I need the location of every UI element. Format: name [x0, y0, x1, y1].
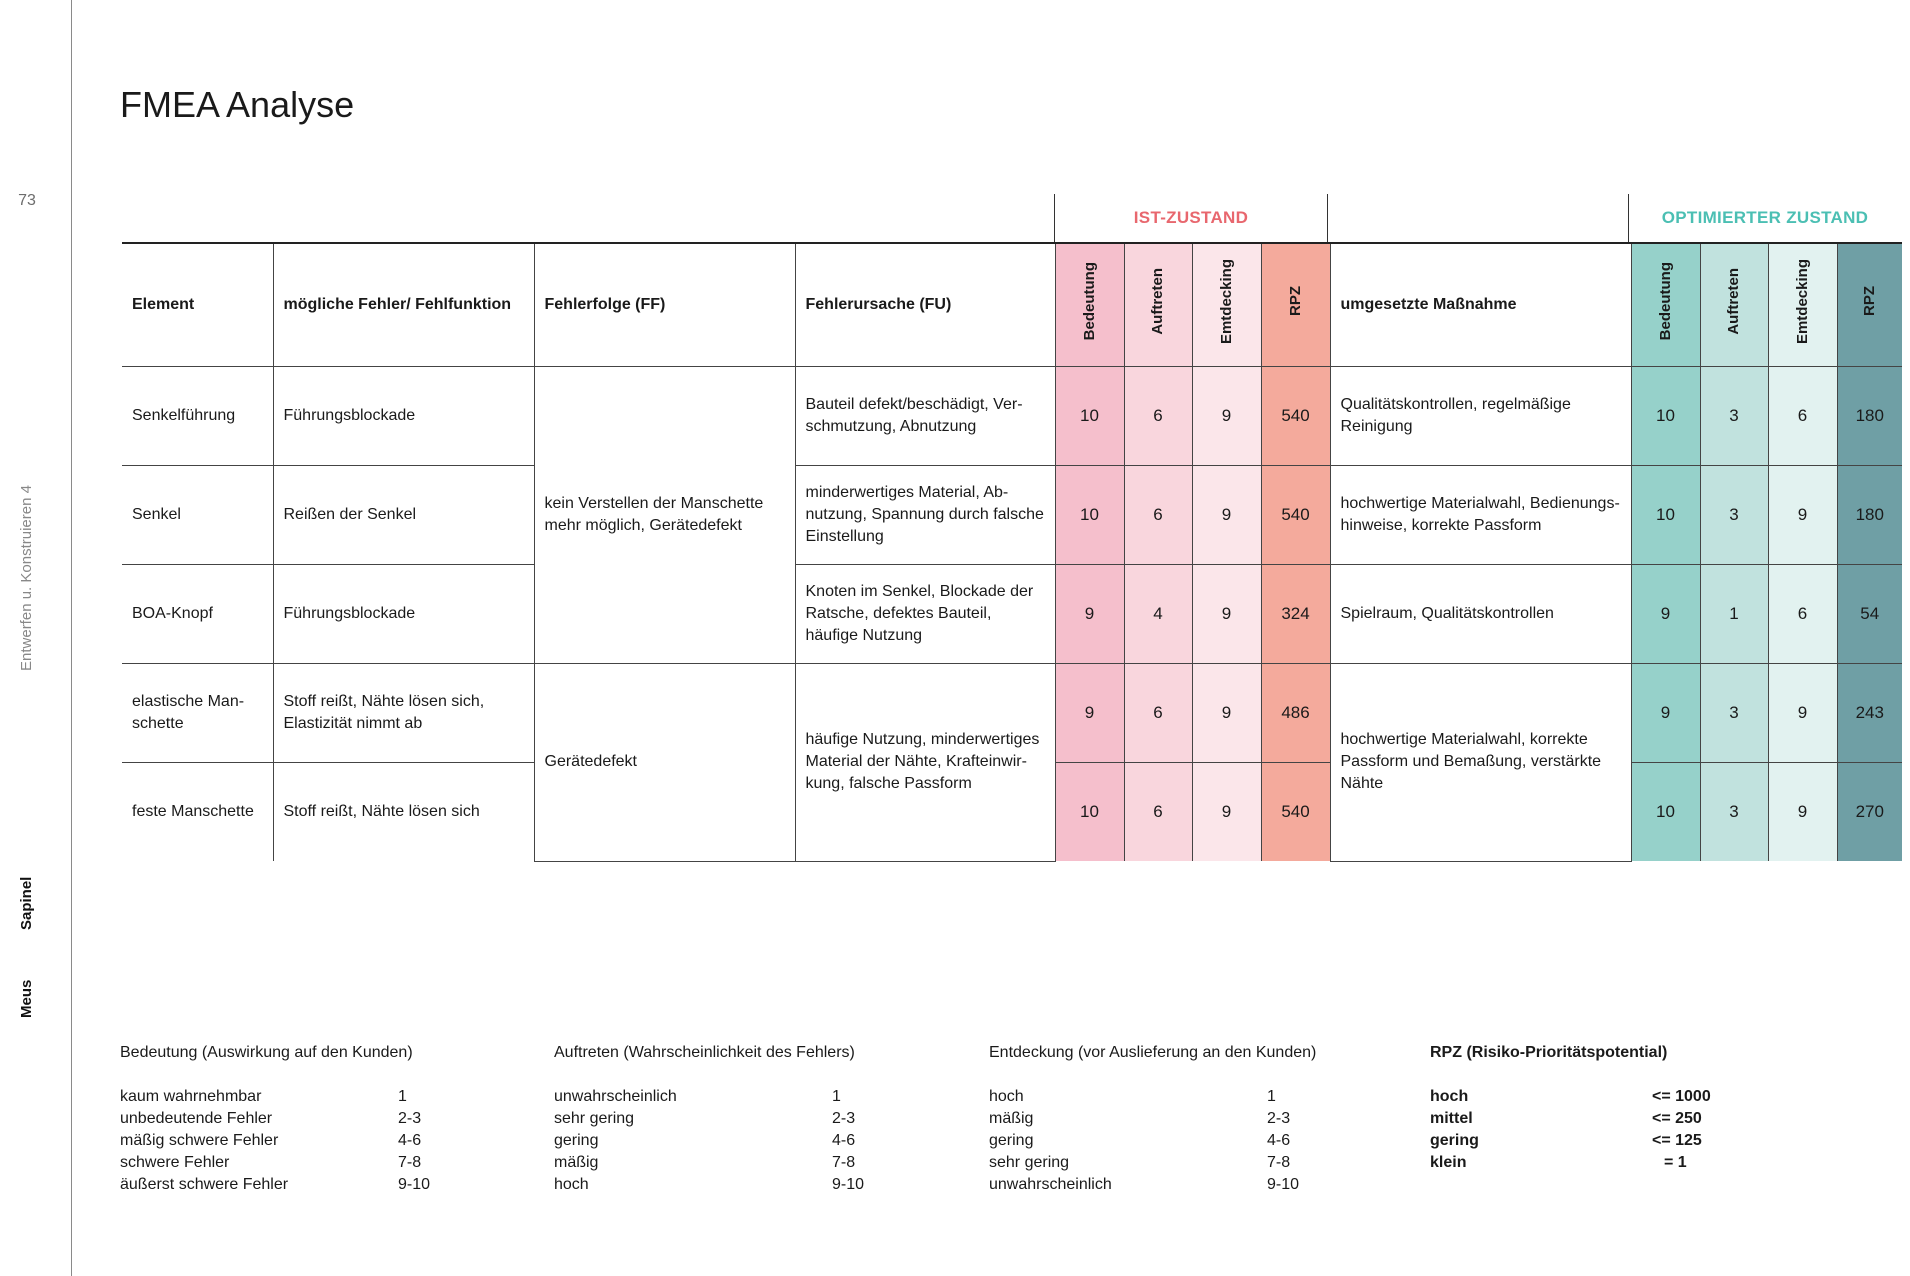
cell-element: BOA-Knopf: [122, 564, 273, 663]
legend-item-value: 4-6: [832, 1132, 856, 1149]
cell-opt-auftreten: 1: [1700, 564, 1768, 663]
legend-item-value: <= 1000: [1652, 1088, 1711, 1105]
legend-title: Entdeckung (vor Auslieferung an den Kunden): [989, 1044, 1317, 1061]
legend-item: [989, 1174, 1316, 1196]
cell-element: elastische Man-schette: [122, 663, 273, 762]
header-opt-bedeutung: [1631, 244, 1700, 366]
legend-item-label: unbedeutende Fehler: [120, 1110, 273, 1127]
legend-item: [1430, 1152, 1711, 1174]
table-row: [122, 366, 1902, 465]
cell-opt-rpz: 54: [1837, 564, 1902, 663]
cell-ist-rpz: 540: [1261, 366, 1330, 465]
cell-ist-rpz: 540: [1261, 762, 1330, 861]
legend-auftreten: [554, 1042, 864, 1196]
legend-item: [554, 1130, 864, 1152]
cell-ist-bedeutung: 10: [1055, 465, 1124, 564]
legend-item: [120, 1152, 430, 1174]
cell-fehlerfolge: Gerätedefekt: [534, 663, 795, 861]
header-ist-entdeckung-label: Emtdecking: [1217, 258, 1235, 344]
legend-item-label: mäßig schwere Fehler: [120, 1132, 279, 1149]
cell-opt-entdeckung: 6: [1768, 564, 1837, 663]
cell-opt-bedeutung: 10: [1631, 465, 1700, 564]
cell-opt-bedeutung: 10: [1631, 366, 1700, 465]
legend-rpz: [1430, 1042, 1711, 1174]
legend-item-label: schwere Fehler: [120, 1154, 230, 1171]
cell-opt-auftreten: 3: [1700, 366, 1768, 465]
cell-fehlerursache: minderwertiges Material, Ab-nutzung, Spannung durch falsche Einstellung: [795, 465, 1055, 564]
cell-fehler: Führungsblockade: [273, 564, 534, 663]
cell-opt-entdeckung: 6: [1768, 366, 1837, 465]
cell-ist-auftreten: 6: [1124, 465, 1192, 564]
header-massnahme: umgesetzte Maßnahme: [1330, 244, 1631, 366]
legend-item-value: 7-8: [1267, 1154, 1291, 1171]
legend-bedeutung: [120, 1042, 430, 1196]
legend-item-label: mittel: [1430, 1110, 1473, 1127]
table-row: [122, 663, 1902, 762]
header-fehler: mögliche Fehler/ Fehlfunktion: [273, 244, 534, 366]
legend-item-value: = 1: [1664, 1154, 1687, 1171]
header-fehlerfolge: Fehlerfolge (FF): [534, 244, 795, 366]
legend-title: Bedeutung (Auswirkung auf den Kunden): [120, 1044, 413, 1061]
legend-item-value: 1: [832, 1088, 841, 1105]
cell-ist-rpz: 486: [1261, 663, 1330, 762]
cell-opt-auftreten: 3: [1700, 465, 1768, 564]
legend-item-label: sehr gering: [554, 1110, 635, 1127]
header-ist-auftreten: [1124, 244, 1192, 366]
page-title: FMEA Analyse: [120, 84, 355, 125]
legend-item-value: 4-6: [1267, 1132, 1291, 1149]
cell-ist-bedeutung: 10: [1055, 762, 1124, 861]
legend-item: [989, 1086, 1316, 1108]
legend-item-value: 9-10: [1267, 1176, 1300, 1193]
cell-opt-rpz: 243: [1837, 663, 1902, 762]
cell-ist-auftreten: 4: [1124, 564, 1192, 663]
legend-item: [120, 1130, 430, 1152]
legend-item-label: hoch: [1430, 1088, 1469, 1105]
legend-item-label: sehr gering: [989, 1154, 1070, 1171]
legend-item: [989, 1108, 1316, 1130]
legend-item: [1430, 1086, 1711, 1108]
legend-item: [554, 1108, 864, 1130]
course-label: Entwerfen u. Konstruieren 4: [18, 485, 35, 671]
cell-opt-rpz: 270: [1837, 762, 1902, 861]
legend-item-value: <= 125: [1652, 1132, 1702, 1149]
fmea-table: [122, 244, 1902, 862]
legend-item: [120, 1086, 430, 1108]
cell-massnahme: Spielraum, Qualitätskontrollen: [1330, 564, 1631, 663]
cell-ist-entdeckung: 9: [1192, 762, 1261, 861]
legend-title: RPZ (Risiko-Prioritätspotential): [1430, 1044, 1668, 1061]
cell-massnahme: Qualitätskontrollen, regelmäßige Reinigung: [1330, 366, 1631, 465]
legend-item: [989, 1130, 1316, 1152]
legend-item-label: mäßig: [554, 1154, 599, 1171]
legend-item-label: hoch: [989, 1088, 1024, 1105]
cell-ist-auftreten: 6: [1124, 366, 1192, 465]
cell-ist-entdeckung: 9: [1192, 663, 1261, 762]
page-number: 73: [18, 192, 36, 209]
cell-fehler: Stoff reißt, Nähte lösen sich, Elastizität nimmt ab: [273, 663, 534, 762]
group-divider: [1327, 194, 1328, 242]
legend-item: [989, 1152, 1316, 1174]
legend-item-label: gering: [989, 1132, 1034, 1149]
legend-item-value: 4-6: [398, 1132, 422, 1149]
cell-ist-bedeutung: 10: [1055, 366, 1124, 465]
cell-fehler: Reißen der Senkel: [273, 465, 534, 564]
ist-zustand-label: IST-ZUSTAND: [1133, 208, 1249, 227]
legend-item-value: <= 250: [1652, 1110, 1702, 1127]
legend-item-value: 1: [1267, 1088, 1276, 1105]
header-ist-bedeutung-label: Bedeutung: [1080, 262, 1098, 341]
cell-massnahme: hochwertige Materialwahl, Bedienungs-hinweise, korrekte Passform: [1330, 465, 1631, 564]
cell-fehlerfolge: kein Verstellen der Manschette mehr möglich, Gerätedefekt: [534, 366, 795, 663]
legend-item: [554, 1174, 864, 1196]
legend-item-label: hoch: [554, 1176, 589, 1193]
table-header-row: [122, 244, 1902, 366]
header-element: Element: [122, 244, 273, 366]
legend-item-value: 1: [398, 1088, 407, 1105]
legend-item-value: 2-3: [398, 1110, 422, 1127]
cell-ist-entdeckung: 9: [1192, 465, 1261, 564]
header-opt-bedeutung-label: Bedeutung: [1656, 262, 1674, 341]
cell-fehler: Führungsblockade: [273, 366, 534, 465]
margin-line: [71, 0, 72, 1276]
header-opt-auftreten: [1700, 244, 1768, 366]
header-ist-rpz: [1261, 244, 1330, 366]
legend-item-label: äußerst schwere Fehler: [120, 1176, 289, 1193]
legend-item-label: klein: [1430, 1154, 1467, 1171]
cell-massnahme: hochwertige Materialwahl, korrekte Passform und Bemaßung, verstärkte Nähte: [1330, 663, 1631, 861]
legend-item-value: 7-8: [832, 1154, 856, 1171]
legend-item: [554, 1086, 864, 1108]
header-fehlerursache: Fehlerursache (FU): [795, 244, 1055, 366]
header-ist-rpz-label: RPZ: [1286, 286, 1304, 317]
cell-fehler: Stoff reißt, Nähte lösen sich: [273, 762, 534, 861]
cell-opt-auftreten: 3: [1700, 663, 1768, 762]
author-name-2: Meus: [18, 979, 35, 1018]
legend-item-label: unwahrscheinlich: [554, 1088, 677, 1105]
table-row: [122, 564, 1902, 663]
cell-opt-entdeckung: 9: [1768, 465, 1837, 564]
legend-entdeckung: [989, 1042, 1316, 1196]
legend-item-value: 9-10: [398, 1176, 431, 1193]
author-name-1: Sapinel: [18, 876, 35, 930]
cell-element: Senkel: [122, 465, 273, 564]
cell-opt-rpz: 180: [1837, 465, 1902, 564]
cell-opt-bedeutung: 9: [1631, 663, 1700, 762]
header-ist-bedeutung: [1055, 244, 1124, 366]
cell-opt-bedeutung: 9: [1631, 564, 1700, 663]
legend-item: [554, 1152, 864, 1174]
cell-element: feste Manschette: [122, 762, 273, 861]
header-opt-entdeckung-label: Emtdecking: [1793, 258, 1811, 344]
legend-item-label: unwahrscheinlich: [989, 1176, 1112, 1193]
header-ist-auftreten-label: Auftreten: [1149, 267, 1166, 335]
legend-title: Auftreten (Wahrscheinlichkeit des Fehlers): [554, 1044, 855, 1061]
table-row: [122, 465, 1902, 564]
optimierter-zustand-label: OPTIMIERTER ZUSTAND: [1661, 208, 1869, 227]
legend-item-label: gering: [1430, 1132, 1479, 1149]
legend-item-label: kaum wahrnehmbar: [120, 1088, 262, 1105]
legend-item-label: gering: [554, 1132, 599, 1149]
cell-opt-entdeckung: 9: [1768, 663, 1837, 762]
cell-fehlerursache: Bauteil defekt/beschädigt, Ver-schmutzung, Abnutzung: [795, 366, 1055, 465]
cell-opt-bedeutung: 10: [1631, 762, 1700, 861]
legend-item: [120, 1108, 430, 1130]
header-opt-rpz: [1837, 244, 1902, 366]
cell-ist-auftreten: 6: [1124, 762, 1192, 861]
cell-ist-entdeckung: 9: [1192, 564, 1261, 663]
cell-ist-bedeutung: 9: [1055, 663, 1124, 762]
cell-ist-auftreten: 6: [1124, 663, 1192, 762]
legend-item: [1430, 1130, 1711, 1152]
legend-item-value: 2-3: [1267, 1110, 1291, 1127]
header-ist-entdeckung: [1192, 244, 1261, 366]
header-opt-entdeckung: [1768, 244, 1837, 366]
legend-item-value: 2-3: [832, 1110, 856, 1127]
cell-fehlerursache: Knoten im Senkel, Blockade der Ratsche, defektes Bauteil, häufige Nutzung: [795, 564, 1055, 663]
cell-ist-rpz: 540: [1261, 465, 1330, 564]
legend-item-value: 7-8: [398, 1154, 422, 1171]
cell-element: Senkelführung: [122, 366, 273, 465]
cell-opt-entdeckung: 9: [1768, 762, 1837, 861]
header-opt-auftreten-label: Auftreten: [1725, 267, 1742, 335]
legend-item: [120, 1174, 430, 1196]
cell-ist-rpz: 324: [1261, 564, 1330, 663]
cell-ist-entdeckung: 9: [1192, 366, 1261, 465]
cell-fehlerursache: häufige Nutzung, minderwertiges Material der Nähte, Krafteinwir-kung, falsche Passform: [795, 663, 1055, 861]
cell-opt-auftreten: 3: [1700, 762, 1768, 861]
legend-item: [1430, 1108, 1711, 1130]
cell-opt-rpz: 180: [1837, 366, 1902, 465]
header-opt-rpz-label: RPZ: [1860, 286, 1878, 317]
legend-item-value: 9-10: [832, 1176, 865, 1193]
cell-ist-bedeutung: 9: [1055, 564, 1124, 663]
legend-item-label: mäßig: [989, 1110, 1034, 1127]
